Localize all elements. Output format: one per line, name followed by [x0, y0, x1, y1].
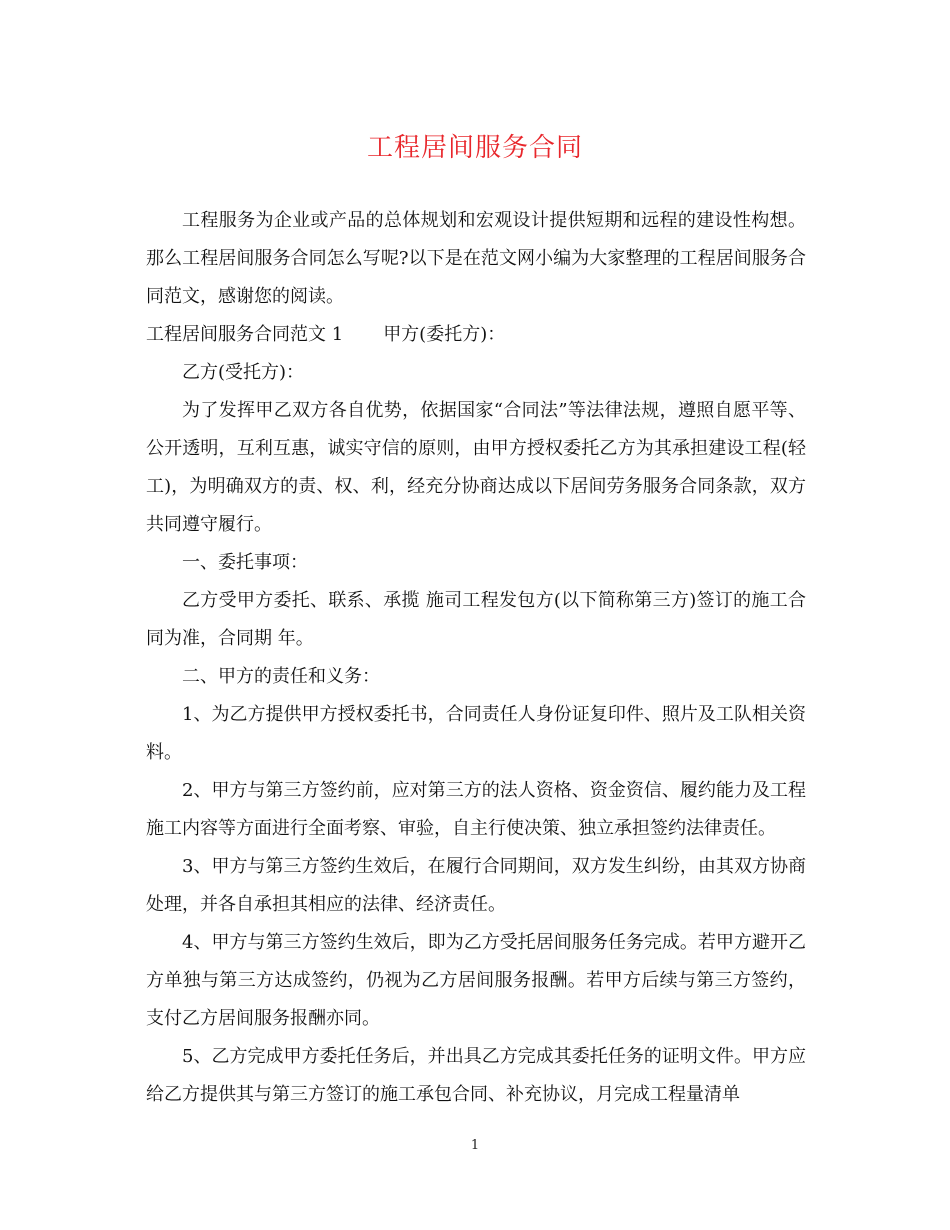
section-text-1: 乙方受甲方委托、联系、承揽 施司工程发包方(以下简称第三方)签订的施工合同为准，合同期 年。 — [146, 590, 806, 649]
party-b-label: 乙方(受托方)： — [182, 362, 305, 383]
document-title: 工程居间服务合同 — [366, 133, 583, 163]
page-number: 1 — [470, 1138, 480, 1153]
clause-5: 5、乙方完成甲方委托任务后，并出具乙方完成其委托任务的证明文件。甲方应给乙方提供其与第三方签订的施工承包合同、补充协议，月完成工程量清单 — [146, 1046, 806, 1105]
sample-heading-line — [146, 316, 806, 354]
section-heading-1: 一、委托事项： — [182, 552, 308, 573]
party-a-label: 甲方(委托方)： — [383, 324, 506, 345]
sample-heading: 工程居间服务合同范文 1 — [146, 324, 344, 345]
section-heading-2: 二、甲方的责任和义务： — [182, 666, 380, 687]
document-body — [146, 202, 806, 1114]
clause-2: 2、甲方与第三方签约前，应对第三方的法人资格、资金资信、履约能力及工程施工内容等方面进行全面考察、审验，自主行使决策、独立承担签约法律责任。 — [146, 780, 806, 839]
clause-1: 1、为乙方提供甲方授权委托书，合同责任人身份证复印件、照片及工队相关资料。 — [146, 704, 806, 763]
preamble-paragraph: 为了发挥甲乙双方各自优势，依据国家“合同法”等法律法规，遵照自愿平等、公开透明，互利互惠，诚实守信的原则，由甲方授权委托乙方为其承担建设工程(轻工)，为明确双方的责、权、利，经充分协商达成以下居间劳务服务合同条款，双方共同遵守履行。 — [146, 400, 806, 535]
intro-paragraph: 工程服务为企业或产品的总体规划和宏观设计提供短期和远程的建设性构想。那么工程居间服务合同怎么写呢?以下是在范文网小编为大家整理的工程居间服务合同范文，感谢您的阅读。 — [146, 210, 806, 307]
clause-4: 4、甲方与第三方签约生效后，即为乙方受托居间服务任务完成。若甲方避开乙方单独与第三方达成签约，仍视为乙方居间服务报酬。若甲方后续与第三方签约，支付乙方居间服务报酬亦同。 — [146, 932, 806, 1029]
clause-3: 3、甲方与第三方签约生效后，在履行合同期间，双方发生纠纷，由其双方协商处理，并各自承担其相应的法律、经济责任。 — [146, 856, 806, 915]
